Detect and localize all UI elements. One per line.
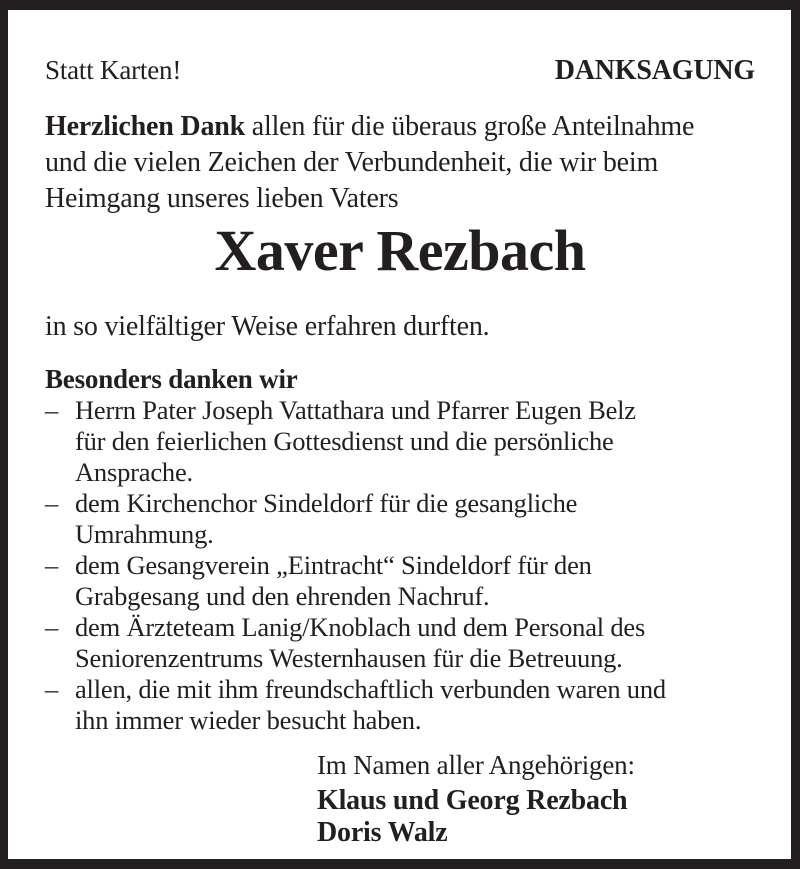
intro-line-1-rest: allen für die überaus große Anteilnahme xyxy=(245,111,695,142)
list-item xyxy=(45,550,755,612)
dash-bullet: – xyxy=(45,674,59,704)
dash-bullet: – xyxy=(45,612,59,642)
intro-lead-bold: Herzlichen Dank xyxy=(45,111,245,142)
list-item xyxy=(45,612,755,674)
signature-name: Doris Walz xyxy=(317,816,448,848)
list-item-text xyxy=(75,488,755,550)
notice-type-title: DANKSAGUNG xyxy=(554,55,755,86)
notice-header xyxy=(45,54,755,87)
signature-names xyxy=(317,785,755,848)
list-item-line: allen, die mit ihm freundschaftlich verbunden waren und xyxy=(75,674,666,704)
list-item-line: Grabgesang und den ehrenden Nachruf. xyxy=(75,581,490,611)
list-item xyxy=(45,674,755,736)
list-item-line: Seniorenzentrums Westernhausen für die Betreuung. xyxy=(75,643,623,673)
list-item-line: Ansprache. xyxy=(75,457,193,487)
list-item xyxy=(45,395,755,488)
intro-line-2: und die vielen Zeichen der Verbundenheit, die wir beim xyxy=(45,147,659,178)
list-item-line: für den feierlichen Gottesdienst und die persönliche xyxy=(75,426,614,456)
signature-name: Klaus und Georg Rezbach xyxy=(317,785,628,816)
list-item-line: Herrn Pater Joseph Vattathara und Pfarrer Eugen Belz xyxy=(75,395,636,425)
after-name-line: in so vielfältiger Weise erfahren durften. xyxy=(45,311,490,342)
thanks-heading: Besonders danken wir xyxy=(45,364,298,394)
list-item-text xyxy=(75,550,755,612)
intro-line-3: Heimgang unseres lieben Vaters xyxy=(45,183,399,214)
list-item-line: dem Ärzteteam Lanig/Knoblach und dem Personal des xyxy=(75,612,646,642)
pre-title: Statt Karten! xyxy=(45,55,182,85)
dash-bullet: – xyxy=(45,550,59,580)
dash-bullet: – xyxy=(45,488,59,518)
list-item-text xyxy=(75,674,755,736)
signature-intro: Im Namen aller Angehörigen: xyxy=(317,750,635,780)
thanks-list xyxy=(45,395,755,736)
intro-line-1 xyxy=(45,109,755,145)
list-item-line: ihn immer wieder besucht haben. xyxy=(75,705,422,735)
deceased-name: Xaver Rezbach xyxy=(214,218,586,283)
intro-paragraph xyxy=(45,109,755,217)
list-item xyxy=(45,488,755,550)
list-item-text xyxy=(75,395,755,488)
list-item-line: dem Kirchenchor Sindeldorf für die gesangliche xyxy=(75,488,578,518)
list-item-text xyxy=(75,612,755,674)
list-item-line: Umrahmung. xyxy=(75,519,214,549)
dash-bullet: – xyxy=(45,395,59,425)
list-item-line: dem Gesangverein „Eintracht“ Sindeldorf für den xyxy=(75,550,592,580)
signature-block xyxy=(317,748,755,848)
